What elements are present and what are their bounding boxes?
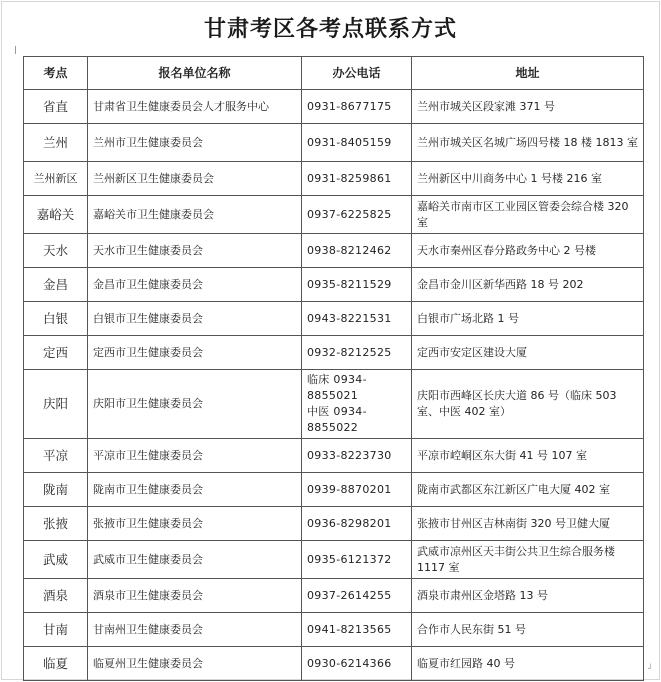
table-row — [24, 579, 644, 613]
table-row — [24, 196, 644, 234]
cell-phone — [302, 370, 412, 439]
cell-site: 临夏 — [24, 647, 88, 681]
cell-address: 天水市秦州区春分路政务中心 2 号楼 — [412, 234, 644, 268]
cell-site: 甘南 — [24, 613, 88, 647]
cell-unit: 兰州新区卫生健康委员会 — [88, 162, 302, 196]
phone-number: 0938-8212462 — [307, 243, 392, 257]
table-header-row — [24, 57, 644, 90]
phone-number: 0933-8223730 — [307, 448, 392, 462]
cell-phone — [302, 579, 412, 613]
phone-number: 0941-8213565 — [307, 622, 392, 636]
table-row — [24, 370, 644, 439]
cell-phone — [302, 234, 412, 268]
phone-number: 0943-8221531 — [307, 311, 392, 325]
page-title: 甘肃考区各考点联系方式 — [203, 17, 457, 42]
table-row — [24, 336, 644, 370]
cell-site: 嘉峪关 — [24, 196, 88, 234]
cell-address: 武威市凉州区天丰街公共卫生综合服务楼 1117 室 — [412, 541, 644, 579]
table-row — [24, 124, 644, 162]
cell-site: 天水 — [24, 234, 88, 268]
header-site: 考点 — [24, 57, 88, 90]
contacts-table — [23, 56, 644, 681]
phone-number: 0939-8870201 — [307, 482, 392, 496]
table-row — [24, 507, 644, 541]
cell-unit: 定西市卫生健康委员会 — [88, 336, 302, 370]
table-row — [24, 162, 644, 196]
header-unit: 报名单位名称 — [88, 57, 302, 90]
phone-number: 0932-8212525 — [307, 345, 392, 359]
cell-address: 临夏市红园路 40 号 — [412, 647, 644, 681]
phone-number: 0935-6121372 — [307, 552, 392, 566]
cell-phone — [302, 541, 412, 579]
cell-unit: 张掖市卫生健康委员会 — [88, 507, 302, 541]
cell-unit: 天水市卫生健康委员会 — [88, 234, 302, 268]
text-cursor-mark — [15, 46, 16, 54]
phone-number: 0930-6214366 — [307, 656, 392, 670]
cell-phone — [302, 647, 412, 681]
cell-phone — [302, 196, 412, 234]
cell-unit: 兰州市卫生健康委员会 — [88, 124, 302, 162]
header-address: 地址 — [412, 57, 644, 90]
cell-address: 酒泉市肃州区金塔路 13 号 — [412, 579, 644, 613]
cell-site: 白银 — [24, 302, 88, 336]
cell-unit: 甘肃省卫生健康委员会人才服务中心 — [88, 90, 302, 124]
cell-phone — [302, 439, 412, 473]
table-row — [24, 90, 644, 124]
phone-number: 0931-8405159 — [307, 135, 392, 149]
cell-site: 平凉 — [24, 439, 88, 473]
cell-address: 庆阳市西峰区长庆大道 86 号（临床 503 室、中医 402 室） — [412, 370, 644, 439]
cell-address: 合作市人民东街 51 号 — [412, 613, 644, 647]
cell-address: 张掖市甘州区吉林南街 320 号卫健大厦 — [412, 507, 644, 541]
cell-site: 庆阳 — [24, 370, 88, 439]
cell-address: 兰州市城关区名城广场四号楼 18 楼 1813 室 — [412, 124, 644, 162]
table-row — [24, 439, 644, 473]
phone-number: 0935-8211529 — [307, 277, 392, 291]
cell-phone — [302, 124, 412, 162]
cell-unit: 嘉峪关市卫生健康委员会 — [88, 196, 302, 234]
cell-address: 陇南市武都区东江新区广电大厦 402 室 — [412, 473, 644, 507]
cell-phone — [302, 268, 412, 302]
table-row — [24, 647, 644, 681]
cell-address: 白银市广场北路 1 号 — [412, 302, 644, 336]
cell-address: 嘉峪关市南市区工业园区管委会综合楼 320 室 — [412, 196, 644, 234]
cell-site: 张掖 — [24, 507, 88, 541]
phone-number: 临床 0934-8855021 — [307, 373, 367, 402]
cell-unit: 白银市卫生健康委员会 — [88, 302, 302, 336]
table-body — [24, 90, 644, 681]
table-row — [24, 613, 644, 647]
document-page — [1, 1, 660, 680]
phone-number: 中医 0934-8855022 — [307, 405, 367, 434]
cell-phone — [302, 336, 412, 370]
cell-site: 金昌 — [24, 268, 88, 302]
phone-number: 0936-8298201 — [307, 516, 392, 530]
cell-unit: 庆阳市卫生健康委员会 — [88, 370, 302, 439]
cell-unit: 酒泉市卫生健康委员会 — [88, 579, 302, 613]
cell-unit: 陇南市卫生健康委员会 — [88, 473, 302, 507]
cell-address: 兰州新区中川商务中心 1 号楼 216 室 — [412, 162, 644, 196]
cell-unit: 临夏州卫生健康委员会 — [88, 647, 302, 681]
table-row — [24, 541, 644, 579]
cell-phone — [302, 613, 412, 647]
cell-site: 酒泉 — [24, 579, 88, 613]
cell-phone — [302, 473, 412, 507]
phone-number: 0931-8677175 — [307, 99, 392, 113]
cell-address: 平凉市崆峒区东大街 41 号 107 室 — [412, 439, 644, 473]
cell-unit: 甘南州卫生健康委员会 — [88, 613, 302, 647]
cell-address: 兰州市城关区段家滩 371 号 — [412, 90, 644, 124]
table-row — [24, 268, 644, 302]
table-row — [24, 473, 644, 507]
cell-address: 金昌市金川区新华西路 18 号 202 — [412, 268, 644, 302]
phone-number: 0937-2614255 — [307, 588, 392, 602]
cell-phone — [302, 90, 412, 124]
cell-unit: 武威市卫生健康委员会 — [88, 541, 302, 579]
table-row — [24, 302, 644, 336]
cell-address: 定西市安定区建设大厦 — [412, 336, 644, 370]
cell-phone — [302, 507, 412, 541]
cell-site: 兰州新区 — [24, 162, 88, 196]
cell-phone — [302, 302, 412, 336]
cell-site: 武威 — [24, 541, 88, 579]
cell-site: 兰州 — [24, 124, 88, 162]
cell-phone — [302, 162, 412, 196]
cell-unit: 平凉市卫生健康委员会 — [88, 439, 302, 473]
header-phone: 办公电话 — [302, 57, 412, 90]
cell-site: 定西 — [24, 336, 88, 370]
table-row — [24, 234, 644, 268]
cell-site: 陇南 — [24, 473, 88, 507]
corner-mark: ┘ — [648, 664, 653, 673]
cell-site: 省直 — [24, 90, 88, 124]
phone-number: 0931-8259861 — [307, 171, 392, 185]
cell-unit: 金昌市卫生健康委员会 — [88, 268, 302, 302]
phone-number: 0937-6225825 — [307, 207, 392, 221]
